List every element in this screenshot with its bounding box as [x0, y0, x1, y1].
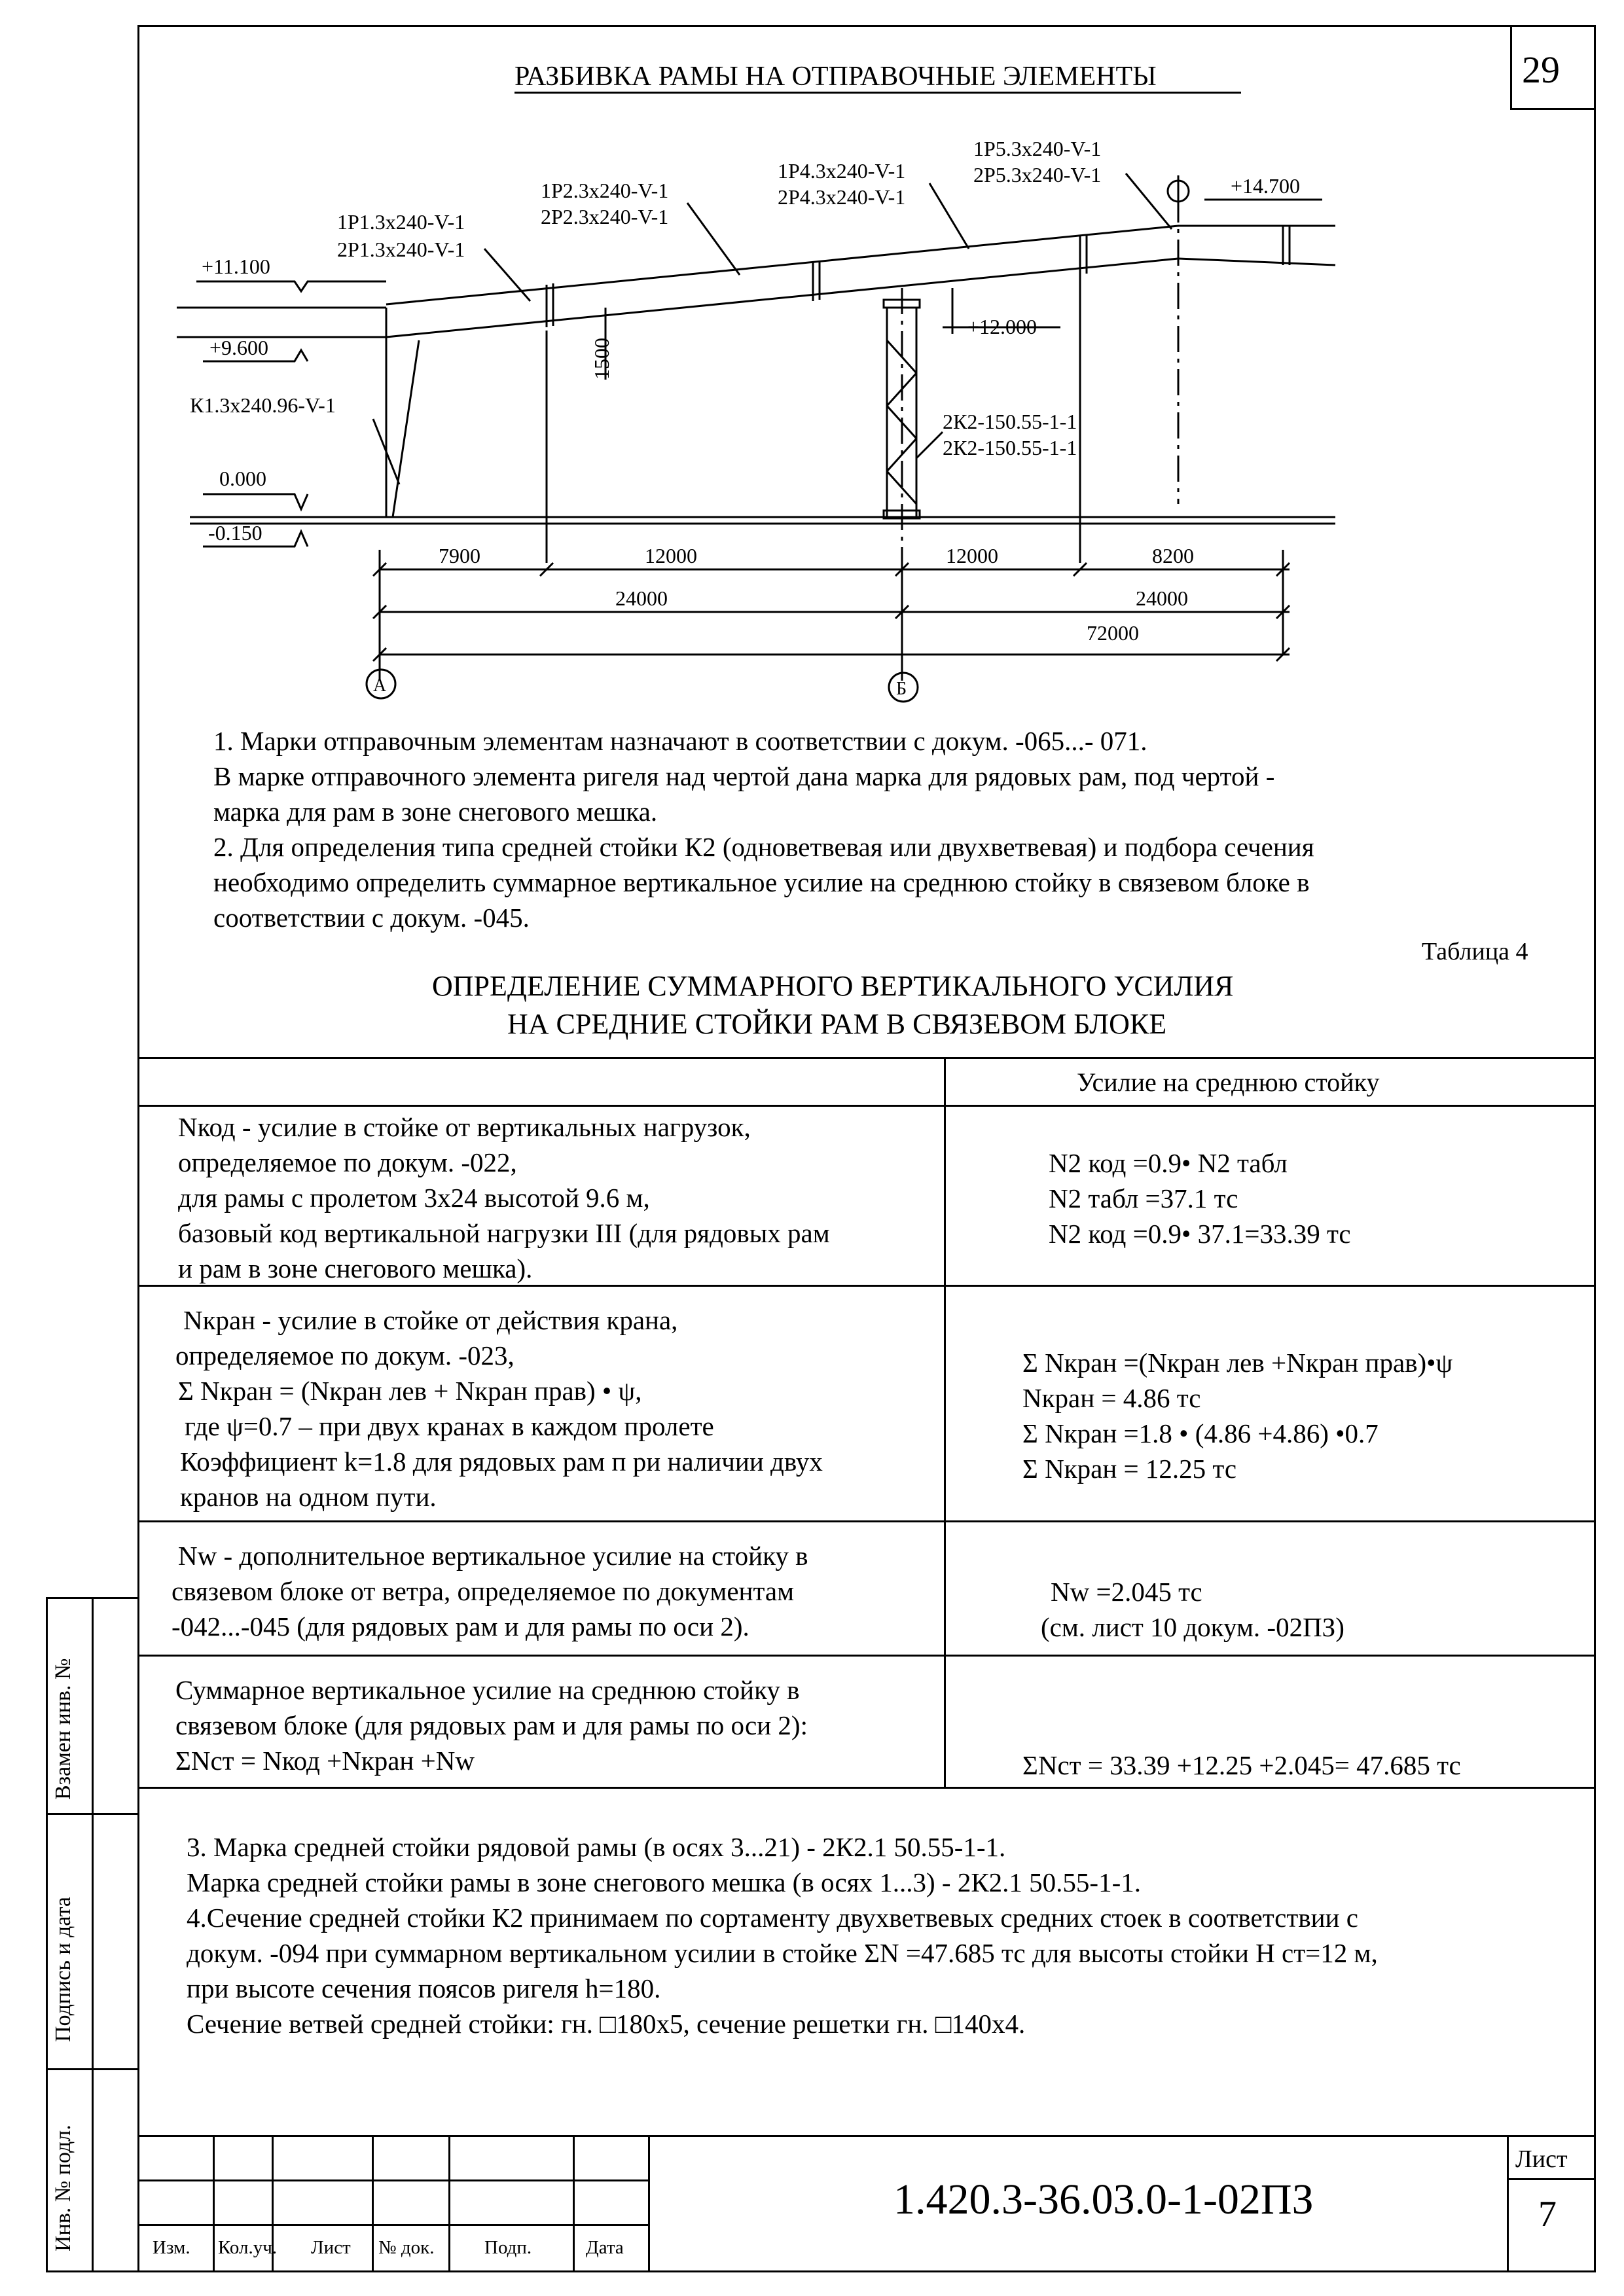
tb-col4 — [448, 2135, 450, 2272]
side-vzamen: Взамен инв. № — [51, 1658, 75, 1800]
drawing-title: РАЗБИВКА РАМЫ НА ОТПРАВОЧНЫЕ ЭЛЕМЕНТЫ — [514, 62, 1157, 92]
column-mid-mark-1: 2К2-150.55-1-1 — [943, 410, 1077, 433]
side-podpis: Подпись и дата — [51, 1897, 75, 2042]
table-bottom — [137, 1787, 1596, 1789]
note-4-line2: докум. -094 при суммарном вертикальном усилии в стойке ΣN =47.685 тс для высоты стойки H ст=12 м, — [187, 1938, 1378, 1968]
table-title-line2: НА СРЕДНИЕ СТОЙКИ РАМ В СВЯЗЕВОМ БЛОКЕ — [507, 1008, 1167, 1040]
table-header-bottom — [137, 1105, 1596, 1107]
column-mid-mark-2: 2К2-150.55-1-1 — [943, 436, 1077, 459]
row2-left-4: где ψ=0.7 – при двух кранах в каждом пролете — [185, 1411, 714, 1441]
row3-right-1: Nw =2.045 тс — [1051, 1577, 1202, 1607]
side-stamp-sep2 — [46, 2068, 139, 2070]
note-1-line3: марка для рам в зоне снегового мешка. — [213, 797, 658, 827]
sheet-number: 7 — [1538, 2194, 1557, 2234]
note-3: 3. Марка средней стойки рядовой рамы (в осях 3...21) - 2К2.1 50.55-1-1. — [187, 1832, 1006, 1862]
row4-left-3: ΣNст = Nкод +Nкран +Nw — [175, 1746, 475, 1776]
row3-left-3: -042...-045 (для рядовых рам и для рамы по оси 2). — [171, 1611, 749, 1641]
note-2-line3: соответствии с докум. -045. — [213, 903, 530, 933]
title-block-top — [137, 2135, 1596, 2137]
row2-right-3: Σ Nкран =1.8 • (4.86 +4.86) •0.7 — [1022, 1418, 1379, 1448]
tb-doc-no: № док. — [378, 2237, 435, 2258]
tb-col6 — [648, 2135, 650, 2272]
elevation-0000: 0.000 — [219, 467, 266, 490]
page-number: 29 — [1522, 48, 1560, 91]
dim-7900: 7900 — [439, 544, 480, 567]
girder-mark-3-bottom: 2Р4.3х240-V-1 — [778, 185, 906, 209]
table-header-right: Усилие на среднюю стойку — [1077, 1067, 1380, 1097]
note-1: 1. Марки отправочным элементам назначают в соответствии с докум. -065...- 071. — [213, 726, 1147, 756]
row1-left-4: базовый код вертикальной нагрузки III (для рядовых рам — [178, 1218, 830, 1248]
girder-mark-2-bottom: 2Р2.3х240-V-1 — [541, 205, 669, 228]
dim-12000-a: 12000 — [645, 544, 697, 567]
row2-right-4: Σ Nкран = 12.25 тс — [1022, 1454, 1237, 1484]
elevation-12000: +12.000 — [967, 315, 1038, 338]
dim-8200: 8200 — [1152, 544, 1194, 567]
dim-12000-b: 12000 — [946, 544, 998, 567]
note-4-line4: Сечение ветвей средней стойки: гн. □180х5, сечение решетки гн. □140х4. — [187, 2009, 1026, 2039]
row4-left-2: связевом блоке (для рядовых рам и для рамы по оси 2): — [175, 1710, 808, 1740]
tb-data: Дата — [586, 2237, 624, 2258]
note-1-line2: В марке отправочного элемента ригеля над чертой дана марка для рядовых рам, под чертой - — [213, 761, 1275, 791]
elevation-9600: +9.600 — [209, 336, 269, 359]
ridge-symbol-icon — [1168, 175, 1189, 208]
table-title-line1: ОПРЕДЕЛЕНИЕ СУММАРНОГО ВЕРТИКАЛЬНОГО УСИЛИЯ — [432, 970, 1234, 1002]
document-code: 1.420.3-36.03.0-1-02ПЗ — [893, 2176, 1314, 2223]
tb-col3 — [372, 2135, 374, 2272]
side-inv-podl: Инв. № подл. — [51, 2125, 75, 2251]
girder-mark-1-bottom: 2Р1.3х240-V-1 — [337, 238, 465, 261]
row1-right-3: N2 код =0.9• 37.1=33.39 тс — [1049, 1219, 1351, 1249]
row2-left-6: кранов на одном пути. — [180, 1482, 437, 1512]
table-divider — [944, 1057, 946, 1787]
frame-drawing — [0, 0, 1624, 720]
dim-72000: 72000 — [1087, 621, 1139, 645]
tb-sheet-sep — [1507, 2178, 1596, 2180]
girder-mark-3-top: 1Р4.3х240-V-1 — [778, 159, 906, 183]
elevation-11100: +11.100 — [202, 255, 270, 278]
axis-b: Б — [896, 679, 907, 699]
row1-left-5: и рам в зоне снегового мешка). — [178, 1253, 533, 1283]
dim-24000-a: 24000 — [615, 586, 668, 610]
dimension-1500: 1500 — [590, 338, 613, 380]
tb-list: Лист — [311, 2237, 351, 2258]
tb-col5 — [573, 2135, 575, 2272]
note-3-line2: Марка средней стойки рамы в зоне снегового мешка (в осях 1...3) - 2К2.1 50.55-1-1. — [187, 1867, 1141, 1897]
row2-right-2: Nкран = 4.86 тс — [1022, 1383, 1201, 1413]
tb-col7 — [1507, 2135, 1509, 2272]
note-4: 4.Сечение средней стойки К2 принимаем по сортаменту двухветвевых средних стоек в соответствии с — [187, 1903, 1358, 1933]
tb-kol-uch: Кол.уч. — [218, 2237, 278, 2258]
girder-mark-1-top: 1Р1.3х240-V-1 — [337, 210, 465, 234]
elevation-minus-0150: -0.150 — [208, 521, 262, 545]
note-4-line3: при высоте сечения поясов ригеля h=180. — [187, 1973, 661, 2003]
table-label: Таблица 4 — [1422, 938, 1528, 965]
column-edge-mark: К1.3х240.96-V-1 — [190, 393, 336, 417]
row3-right-2: (см. лист 10 докум. -02ПЗ) — [1041, 1612, 1344, 1642]
row2-right-1: Σ Nкран =(Nкран лев +Nкран прав)•ψ — [1022, 1348, 1453, 1378]
sheet-label: Лист — [1515, 2145, 1568, 2173]
row2-left-2: определяемое по докум. -023, — [175, 1340, 514, 1371]
row4-right-1: ΣNст = 33.39 +12.25 +2.045= 47.685 тс — [1022, 1750, 1461, 1780]
row4-left-1: Суммарное вертикальное усилие на среднюю стойку в — [175, 1675, 800, 1705]
row3-left-2: связевом блоке от ветра, определяемое по документам — [171, 1576, 795, 1606]
row1-left-1: Nкод - усилие в стойке от вертикальных нагрузок, — [178, 1112, 751, 1142]
girder-mark-2-top: 1Р2.3х240-V-1 — [541, 179, 669, 202]
note-2: 2. Для определения типа средней стойки К2 (одноветвевая или двухветвевая) и подбора сечения — [213, 832, 1314, 862]
side-stamp-divider — [92, 1597, 94, 2272]
girder-mark-4-bottom: 2Р5.3х240-V-1 — [973, 163, 1102, 187]
row2-left-5: Коэффициент k=1.8 для рядовых рам п ри наличии двух — [180, 1446, 823, 1477]
axis-a: А — [373, 675, 387, 696]
elevation-14700: +14.700 — [1231, 174, 1301, 198]
table-top — [137, 1057, 1596, 1059]
dim-24000-b: 24000 — [1136, 586, 1188, 610]
tb-izm: Изм. — [153, 2237, 190, 2258]
table-row3-bottom — [137, 1655, 1596, 1657]
row1-right-2: N2 табл =37.1 тс — [1049, 1183, 1238, 1213]
table-row2-bottom — [137, 1520, 1596, 1522]
girder-mark-4-top: 1Р5.3х240-V-1 — [973, 137, 1102, 160]
row2-left-1: Nкран - усилие в стойке от действия крана, — [183, 1305, 678, 1335]
note-2-line2: необходимо определить суммарное вертикальное усилие на среднюю стойку в связевом блоке в — [213, 867, 1310, 897]
side-stamp-sep1 — [46, 1813, 139, 1815]
row2-left-3: Σ Nкран = (Nкран лев + Nкран прав) • ψ, — [178, 1376, 642, 1406]
row1-right-1: N2 код =0.9• N2 табл — [1049, 1148, 1288, 1178]
row1-left-2: определяемое по докум. -022, — [178, 1147, 517, 1177]
tb-podp: Подп. — [484, 2237, 532, 2258]
tb-col1 — [213, 2135, 215, 2272]
row3-left-1: Nw - дополнительное вертикальное усилие на стойку в — [178, 1541, 808, 1571]
row1-left-3: для рамы с пролетом 3х24 высотой 9.6 м, — [178, 1183, 650, 1213]
